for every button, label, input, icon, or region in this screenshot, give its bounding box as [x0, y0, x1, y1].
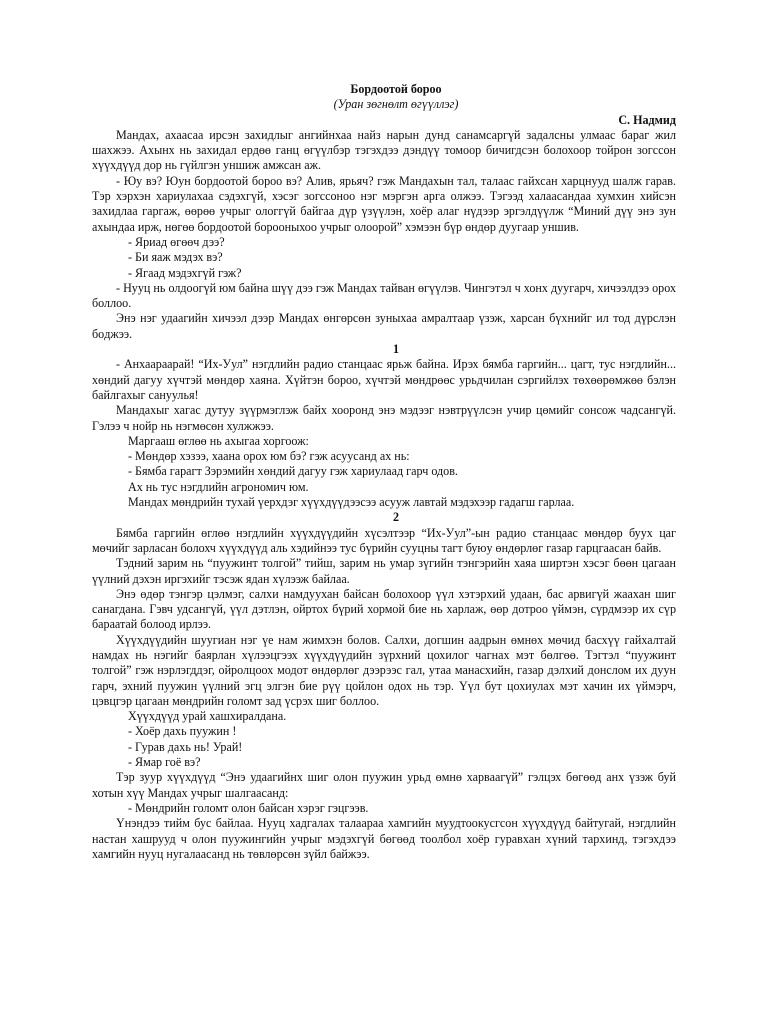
dialogue-line: - Яриад өгөөч дээ? [128, 234, 225, 249]
dialogue-line: - Ямар гоё вэ? [128, 755, 201, 770]
dialogue-line: Маргааш өглөө нь ахыгаа хоргоож: [128, 433, 309, 448]
story-body [92, 128, 676, 862]
dialogue-line: - Мөндөр хэзээ, хаана орох юм бэ? гэж асуусанд ах нь: [128, 449, 410, 464]
paragraph: - Нууц нь олдоогүй юм байна шүү дээ гэж Мандах тайван өгүүлэв. Чингэтэл ч хонх дуугарч, хичээлдээ орох боллоо. [92, 280, 676, 311]
paragraph: - Юу вэ? Юун бордоотой бороо вэ? Алив, ярьяч? гэж Мандахын тал, талаас гайхсан харцнууд шалж гарав. Тэр хэрхэн хариулахаа сэдэхгүй, хэсэг зогссоноо нэг мэргэн арга олжээ. Тэгээд халаасандаа хумхин хийсэн захидлаа гаргаж, өөрөө учрыг ологгүй байгаа дүр үзүүлэн, хоёр алаг нүдээр эргэлдүүлж “Миний дүү энэ зун ахындаа ирж, нөгөө бордоотой борооныхоо учрыг олоорой” хэмээн бүр өндөр дуугаар уншив. [92, 173, 676, 234]
dialogue-line: Хүүхдүүд урай хашхиралдана. [128, 709, 287, 724]
section-number: 2 [392, 510, 400, 525]
paragraph: Тэдний зарим нь “пуужинт толгой” тийш, зарим нь умар зүгийн тэнгэрийн хаяа ширтэн хэсэг бөөн цагаан үүлний дэхэн иргэхийг тэсэж ядан хүлээж байлаа. [92, 556, 676, 586]
paragraph: Тэр зуур хүүхдүүд “Энэ удаагийнх шиг олон пуужин урьд өмнө харваагүй” гэлцэх бөгөөд анх үзэж буй хотын хүү Мандах учрыг шалгаасанд: [92, 770, 676, 800]
dialogue-line: Ах нь тус нэгдлийн агрономич юм. [128, 479, 309, 494]
dialogue-line: - Хоёр дахь пуужин ! [128, 724, 237, 739]
story-subtitle: (Уран зөгнөлт өгүүллэг) [333, 97, 459, 112]
paragraph: Мандахыг хагас дутуу зүүрмэглэж байх хооронд энэ мэдээг нэвтрүүлсэн учир цөмийг сонсож чадсангүй. Гэлээ ч нойр нь нэгмөсөн хулжжээ. [92, 403, 676, 433]
paragraph: Энэ нэг удаагийн хичээл дээр Мандах өнгөрсөн зуныхаа амралтаар үзэж, харсан бүхнийг ил тод дүрслэн бoджээ. [92, 311, 676, 341]
story-title: Бордоотой бороо [350, 82, 442, 96]
paragraph: - Анхаараарай! “Их-Уул” нэгдлийн радио станцаас ярьж байна. Ирэх бямба гаргийн... цагт, тус нэгдлийн... хөндий дагуу хүчтэй мөндөр хаяна. Хүйтэн бороо, хүчтэй мөндрөөс урьдчилан сэргийлэх төхөөрөмжөө бэлэн байлгахыг сануулья! [92, 357, 676, 402]
dialogue-line: - Ягаад мэдэхгүй гэж? [128, 265, 242, 280]
dialogue-line: - Мөндрийн голомт олон байсан хэрэг гэцгээв. [128, 800, 369, 815]
paragraph: Үнэндээ тийм бус байлаа. Нууц хадгалах талаараа хамгийн муудтоокусгсон хүүхдүүд байтугай, нэгдлийн настан хашрууд ч олон пуужингийн учрыг мэдэхгүй бөгөөд тоолбол хоёр гуравхан хүний тархинд, тэгэхдээ хамгийн нууц нугалаасанд нь төвлөрсөн зүйл байжээ. [92, 816, 676, 861]
section-number: 1 [392, 342, 400, 357]
paragraph: Мандах, ахаасаа ирсэн захидлыг ангийнхаа найз нарын дунд санамсаргүй задалсны улмаас бараг жил шахжээ. Ахынх нь захидал ердөө ганц өгүүлбэр тэгэхдээ дэндүү томоор бичигдсэн болохоор тойрон зогссон хүүхдүүд дор нь гүйлгэн уншиж амжсан аж. [92, 127, 676, 173]
dialogue-line: - Би яаж мэдэх вэ? [128, 250, 223, 265]
author-name: С. Надмид [618, 112, 676, 127]
paragraph: Бямба гаргийн өглөө нэгдлийн хүүхдүүдийн хүсэлтээр “Их-Уул”-ын радио станцаас мөндөр буух цаг мөчийг зарласан болохч хүүхдүүд аль хэдийнээ тус бүрийн сууцны тагт буюу өндөрлөг газар гарцгаасан байв. [92, 525, 676, 555]
paragraph: Энэ өдөр тэнгэр цэлмэг, салхи намдуухан байсан болохоор үүл хэтэрхий удаан, бас арвигүй жаахан шиг санагдана. Гэвч удсангүй, үүл дэтлэн, ойртох бүрий хормой бие нь харлаж, өөр дотроо үймэн, сүрдмээр их сүр бараатай болоод ирлээ. [92, 586, 676, 632]
dialogue-line: - Бямба гарагт Зэрэмийн хөндий дагуу гэж хариулаад гарч одов. [128, 464, 458, 479]
paragraph: Хүүхдүүдийн шуугиан нэг үе нам жимхэн болов. Салхи, догшин аадрын өмнөх мөчид басхүү гайхалтай намдах нь нэгийг баярлан хүлээцгээх хүүхдүүдийн зүрхний цохилог чагнах мэт бөлгөө. Тэгтэл “пуужинт толгой” гэж нэрлэгддэг, ойролцоох модот өндөрлөг дээрээс гал, утаа манасхийн, газар дэлхий донслом их дуун гарч, эхний пуужин үүлний эгц элгэн бие рүү цойлон одох нь тэр. Үүл бут цохиулах мэт хачин их үймэрч, цэвцгэр цагаан мөндрийн голомт зад үсрэх шиг боллоо. [92, 632, 676, 708]
dialogue-line: Мандах мөндрийн тухай үерхдэг хүүхдүүдээсээ асууж лавтай мэдэхээр гадагш гарлаа. [128, 495, 575, 510]
dialogue-line: - Гурав дахь нь! Урай! [128, 739, 243, 754]
